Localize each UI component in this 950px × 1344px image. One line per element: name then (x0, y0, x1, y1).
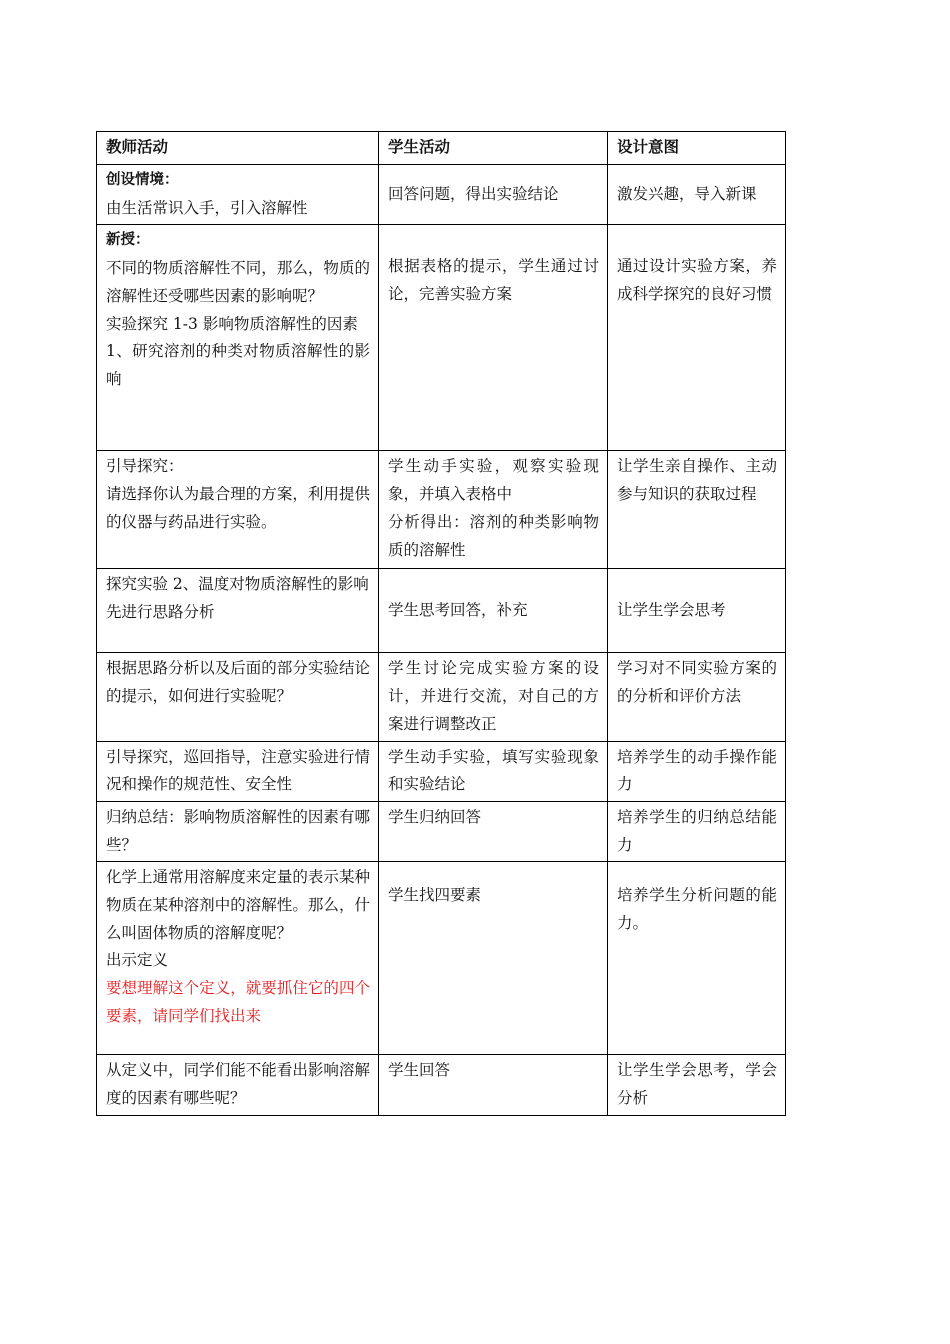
table-row (97, 801, 786, 861)
teacher-text-2: 先进行思路分析 (106, 603, 215, 622)
row-section-title: 创设情境： (106, 172, 179, 188)
table-row (97, 741, 786, 801)
teacher-text: 由生活常识入手，引入溶解性 (106, 198, 308, 217)
student-text: 学生归纳回答 (388, 807, 482, 826)
teacher-cell (97, 225, 379, 451)
teacher-text-3: 1、研究溶剂的种类对物质溶解性的影响 (106, 342, 370, 388)
student-text: 学生动手实验，观察实验现象，并填入表格中 (388, 457, 599, 504)
intent-text: 通过设计实验方案，养成科学探究的良好习惯 (617, 257, 777, 304)
student-text: 根据表格的提示，学生通过讨论，完善实验方案 (388, 257, 599, 304)
student-cell (379, 225, 608, 451)
table-row (97, 1055, 786, 1116)
teacher-cell (97, 165, 379, 225)
intent-cell (608, 569, 786, 653)
student-text: 学生动手实验，填写实验现象和实验结论 (388, 747, 599, 794)
student-cell (379, 862, 608, 1055)
student-cell (379, 801, 608, 861)
teacher-text-2: 实验探究 1-3 影响物质溶解性的因素 (106, 314, 358, 333)
table-header-row (97, 132, 786, 165)
intent-text: 激发兴趣，导入新课 (617, 184, 757, 203)
teacher-text: 根据思路分析以及后面的部分实验结论的提示，如何进行实验呢？ (106, 659, 370, 706)
student-text: 学生回答 (388, 1061, 451, 1080)
intent-cell (608, 741, 786, 801)
table-row (97, 225, 786, 451)
intent-text: 让学生学会思考 (617, 601, 726, 620)
teacher-text: 化学上通常用溶解度来定量的表示某种物质在某种溶剂中的溶解性。那么，什么叫固体物质的溶解度呢？ (106, 868, 370, 942)
teacher-text: 从定义中，同学们能不能看出影响溶解度的因素有哪些呢？ (106, 1061, 370, 1108)
student-cell (379, 451, 608, 569)
student-text: 学生讨论完成实验方案的设计，并进行交流，对自己的方案进行调整改正 (388, 659, 599, 733)
teacher-heading: 引导探究： (106, 457, 184, 476)
intent-cell (608, 1055, 786, 1116)
teacher-cell (97, 1055, 379, 1116)
table-row (97, 862, 786, 1055)
teacher-cell (97, 569, 379, 653)
table-row (97, 451, 786, 569)
intent-cell (608, 862, 786, 1055)
teacher-cell (97, 862, 379, 1055)
student-text: 学生思考回答，补充 (388, 601, 528, 620)
intent-text: 让学生亲自操作、主动参与知识的获取过程 (617, 457, 777, 504)
row-section-title: 新授： (106, 232, 150, 249)
header-teacher-activity: 教师活动 (97, 132, 379, 165)
teacher-text: 引导探究，巡回指导，注意实验进行情况和操作的规范性、安全性 (106, 747, 370, 794)
table-row (97, 653, 786, 741)
student-text: 回答问题，得出实验结论 (388, 184, 559, 203)
intent-cell (608, 225, 786, 451)
teacher-cell (97, 653, 379, 741)
intent-text: 培养学生的归纳总结能力 (617, 807, 777, 854)
teacher-text: 归纳总结：影响物质溶解性的因素有哪些？ (106, 807, 370, 854)
student-cell (379, 1055, 608, 1116)
header-student-activity: 学生活动 (379, 132, 608, 165)
student-cell (379, 569, 608, 653)
intent-text: 学习对不同实验方案的的分析和评价方法 (617, 659, 777, 706)
student-text: 学生找四要素 (388, 886, 482, 905)
teacher-highlight-text: 要想理解这个定义，就要抓住它的四个要素，请同学们找出来 (106, 979, 370, 1025)
teacher-text-2: 出示定义 (106, 951, 169, 970)
student-text-2: 分析得出：溶剂的种类影响物质的溶解性 (388, 512, 599, 559)
intent-cell (608, 801, 786, 861)
teacher-text: 探究实验 2、温度对物质溶解性的影响 (106, 575, 369, 594)
intent-cell (608, 165, 786, 225)
intent-cell (608, 653, 786, 741)
table-row (97, 165, 786, 225)
teacher-cell (97, 741, 379, 801)
lesson-plan-table (96, 131, 786, 1116)
intent-text: 培养学生分析问题的能力。 (617, 886, 777, 933)
teacher-text: 请选择你认为最合理的方案，利用提供的仪器与药品进行实验。 (106, 485, 370, 531)
teacher-text: 不同的物质溶解性不同，那么，物质的溶解性还受哪些因素的影响呢？ (106, 259, 370, 305)
table-row (97, 569, 786, 653)
intent-text: 让学生学会思考，学会分析 (617, 1061, 777, 1108)
intent-text: 培养学生的动手操作能力 (617, 747, 777, 794)
header-design-intent: 设计意图 (608, 132, 786, 165)
teacher-cell (97, 801, 379, 861)
teacher-cell (97, 451, 379, 569)
student-cell (379, 165, 608, 225)
student-cell (379, 653, 608, 741)
student-cell (379, 741, 608, 801)
intent-cell (608, 451, 786, 569)
